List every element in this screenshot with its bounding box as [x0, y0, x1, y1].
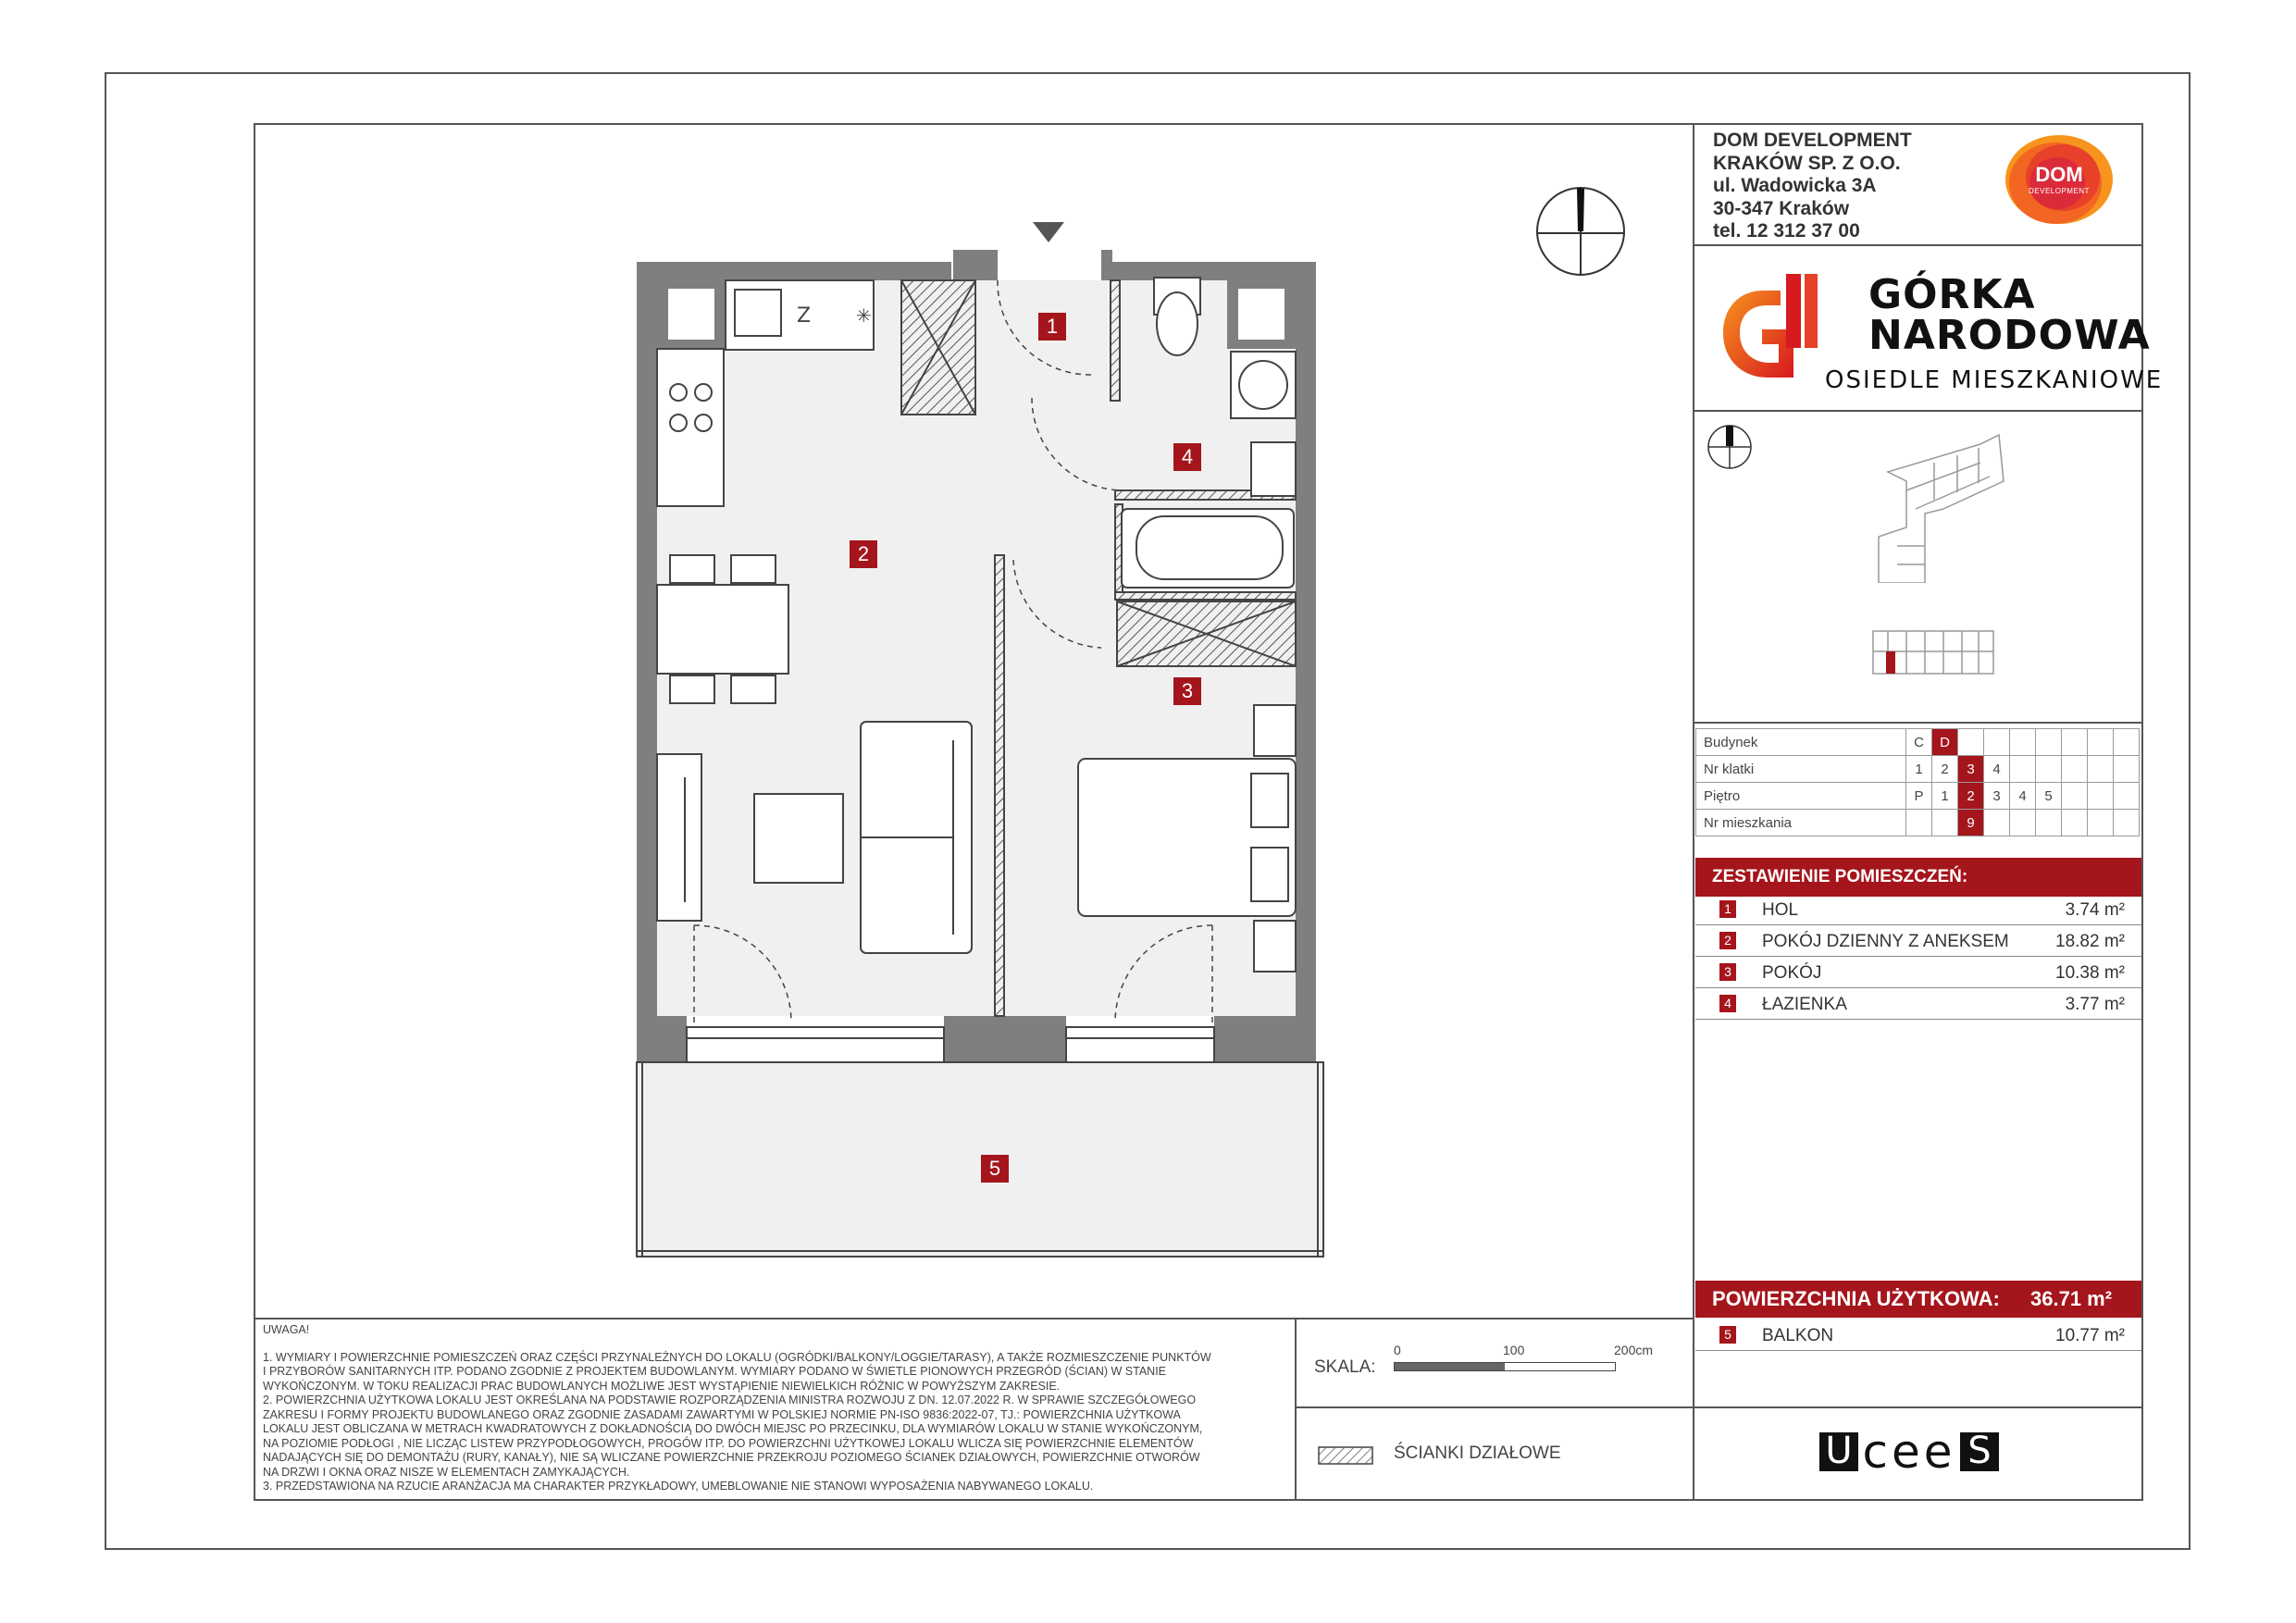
legend-label: ŚCIANKI DZIAŁOWE — [1394, 1443, 1561, 1463]
room-area: 3.77 m² — [2065, 995, 2125, 1014]
sidebar-sep-3 — [1693, 722, 2143, 724]
notes-line: ZAKRESU I FORMY PROJEKTU BUDOWLANEGO ORAZ ZGODNIE ZASADAMI ZAWARTYMI W POLSKIEJ NORMIE PN-ISO 9836:2022-07, TJ.: POWIERZCHNIA UŻYTKOWA — [263, 1407, 1181, 1421]
sidebar-divider — [1693, 123, 1694, 1501]
room-number: 4 — [1719, 995, 1736, 1012]
floor-key-plan — [1869, 626, 1999, 681]
company-address — [1713, 130, 1912, 243]
footer-divider — [254, 1318, 1694, 1319]
location-cell: P — [1906, 783, 1932, 810]
notes-line: LOKALU JEST OBLICZANA W METRACH KWADRATOWYCH Z DOKŁADNOŚCIĄ DO DWÓCH MIEJSC PO PRZECINKU, DLA WYMIARÓW LOKALU W STANIE WYKOŃCZONYM, — [263, 1422, 1203, 1435]
notes-line: NA POZIOMIE PODŁOGI , NIE LICZĄC LISTEW PRZYPODŁOGOWYCH, PROGÓW ITP. DO POWIERZCHNI UŻYTKOWEJ LOKALU WLICZA SIĘ POWIERZCHNIE ELEMENTÓW — [263, 1436, 1194, 1450]
room-area: 10.77 m² — [2055, 1326, 2125, 1345]
scale-tick: 200cm — [1614, 1343, 1654, 1357]
room-number: 5 — [1719, 1326, 1736, 1344]
location-cell: 4 — [1984, 756, 2010, 783]
notes — [263, 1323, 1281, 1494]
location-label: Nr mieszkania — [1696, 810, 1906, 836]
scale-bar — [1394, 1362, 1616, 1371]
footer-divider-h — [1295, 1406, 1694, 1408]
dom-development-logo — [2002, 131, 2116, 231]
room-name: POKÓJ DZIENNY Z ANEKSEM — [1762, 932, 2009, 951]
room-name: ŁAZIENKA — [1762, 995, 1847, 1014]
room-name: HOL — [1762, 900, 1799, 920]
notes-line: NADAJĄCYCH SIĘ DO DEMONTAŻU (RURY, KANAŁY), NIE SĄ WLICZANE POWIERZCHNIE PRZEKROJU POZIOMEGO ŚCIANEK DZIAŁOWYCH, POWIERZCHNIE OTWORÓW — [263, 1451, 1200, 1464]
location-cell: 5 — [2036, 783, 2062, 810]
notes-line: WYKOŃCZONYM. W TOKU REALIZACJI PRAC BUDOWLANYCH MOŻLIWE JEST WYSTĄPIENIE NIEWIELKICH RÓŻNIC W POWYŻSZYM ZAKRESIE. — [263, 1379, 1061, 1393]
location-cell-selected: 2 — [1958, 783, 1984, 810]
location-cell-selected: 3 — [1958, 756, 1984, 783]
row-nr-klatki — [1696, 756, 2140, 783]
room-name: POKÓJ — [1762, 963, 1822, 983]
svg-text:Z: Z — [797, 304, 812, 328]
row-pietro — [1696, 783, 2140, 810]
site-plan-thumbnail — [1869, 426, 2008, 583]
location-cell: 2 — [1932, 756, 1958, 783]
logo-development-text: DEVELOPMENT — [2029, 187, 2090, 195]
room-area: 10.38 m² — [2055, 963, 2125, 983]
room-row — [1695, 894, 2141, 925]
sidebar-sep-1 — [1693, 244, 2143, 246]
company-line: 30-347 Kraków — [1713, 197, 1850, 219]
logo-box-right: S — [1960, 1432, 1999, 1471]
logo-dom-text: DOM — [2035, 163, 2083, 186]
footer-divider-v — [1295, 1318, 1297, 1501]
sidebar-sep-4 — [1693, 1406, 2143, 1408]
plan-label-3: 3 — [1173, 677, 1201, 705]
room-row — [1695, 988, 2141, 1020]
scale-bar-fill — [1395, 1363, 1505, 1370]
north-arrow-icon — [1534, 185, 1627, 278]
room-area: 18.82 m² — [2055, 932, 2125, 951]
room-name: BALKON — [1762, 1326, 1834, 1345]
scale-tick: 100 — [1503, 1343, 1525, 1357]
row-budynek — [1696, 729, 2140, 756]
brand-title-line2: NARODOWA — [1868, 312, 2151, 359]
plan-label-5: 5 — [981, 1155, 1009, 1183]
room-row — [1695, 925, 2141, 957]
gorka-narodowa-logo-mark — [1719, 270, 1821, 390]
location-cell: 4 — [2010, 783, 2036, 810]
floor-plan — [592, 213, 1360, 1268]
room-number: 3 — [1719, 963, 1736, 981]
company-line: KRAKÓW SP. Z O.O. — [1713, 152, 1901, 174]
company-line: ul. Wadowicka 3A — [1713, 175, 1877, 196]
room-row — [1695, 957, 2141, 988]
location-cell-selected: D — [1932, 729, 1958, 756]
room-number: 1 — [1719, 900, 1736, 918]
hatch-legend-icon — [1318, 1446, 1373, 1465]
notes-line: 1. WYMIARY I POWIERZCHNIE POMIESZCZEŃ ORAZ CZĘŚCI PRZYNALEŻNYCH DO LOKALU (OGRÓDKI/BALKONY/LOGGIE/TARASY), A TAKŻE ROZMIESZCZENIE PUNKTÓW — [263, 1350, 1211, 1364]
notes-title: UWAGA! — [263, 1323, 310, 1336]
location-cell: 3 — [1984, 783, 2010, 810]
plan-label-1: 1 — [1038, 313, 1066, 341]
notes-line: I PRZYBORÓW SANITARNYCH ITP. PODANO ZGODNIE Z PROJEKTEM BUDOWLANYM. WYMIARY PODANO W ŚWIETLE PIONOWYCH PRZEGRÓD (ŚCIAN) W STANIE — [263, 1365, 1167, 1378]
total-area-bar — [1695, 1281, 2141, 1318]
room-number: 2 — [1719, 932, 1736, 949]
location-cell: C — [1906, 729, 1932, 756]
north-arrow-small-icon — [1706, 424, 1753, 470]
location-cell: 1 — [1932, 783, 1958, 810]
plan-label-2: 2 — [850, 540, 877, 568]
company-line: tel. 12 312 37 00 — [1713, 220, 1860, 242]
notes-line: 2. POWIERZCHNIA UŻYTKOWA LOKALU JEST OKREŚLANA NA PODSTAWIE ROZPORZĄDZENIA MINISTRA ROZWOJU Z DN. 12.07.2022 R. W SPRAWIE SZCZEGÓŁOWEGO — [263, 1394, 1197, 1406]
room-area: 3.74 m² — [2065, 900, 2125, 920]
location-label: Nr klatki — [1696, 756, 1906, 783]
scale-label: SKALA: — [1314, 1357, 1376, 1377]
scale-tick: 0 — [1394, 1343, 1401, 1357]
room-row-balcony — [1695, 1319, 2141, 1351]
row-nr-mieszkania — [1696, 810, 2140, 836]
plan-label-4: 4 — [1173, 443, 1201, 471]
notes-line: 3. PRZEDSTAWIONA NA RZUCIE ARANŻACJA MA CHARAKTER PRZYKŁADOWY, UMEBLOWANIE NIE STANOWI WYPOSAŻENIA NABYWANEGO LOKALU. — [263, 1480, 1094, 1493]
company-line: DOM DEVELOPMENT — [1713, 130, 1912, 151]
rooms-header: ZESTAWIENIE POMIESZCZEŃ: — [1695, 858, 2141, 897]
brand-title-line1: GÓRKA — [1868, 271, 2036, 318]
location-table — [1695, 728, 2140, 836]
brand-subtitle: OSIEDLE MIESZKANIOWE — [1825, 366, 2164, 394]
total-area-value: 36.71 m² — [2030, 1287, 2113, 1310]
notes-line: NA DRZWI I OKNA ORAZ NISZE W ELEMENTACH ZAMYKAJĄCYCH. — [263, 1465, 630, 1479]
logo-middle: cee — [1862, 1425, 1956, 1479]
location-cell-selected: 9 — [1958, 810, 1984, 836]
total-area-label: POWIERZCHNIA UŻYTKOWA: — [1712, 1287, 2000, 1310]
location-cell: 1 — [1906, 756, 1932, 783]
sidebar-sep-2 — [1693, 410, 2143, 412]
location-label: Budynek — [1696, 729, 1906, 756]
logo-box-left: U — [1819, 1432, 1858, 1471]
uceees-logo — [1819, 1425, 1999, 1479]
location-label: Piętro — [1696, 783, 1906, 810]
svg-text:✳: ✳ — [856, 304, 872, 327]
